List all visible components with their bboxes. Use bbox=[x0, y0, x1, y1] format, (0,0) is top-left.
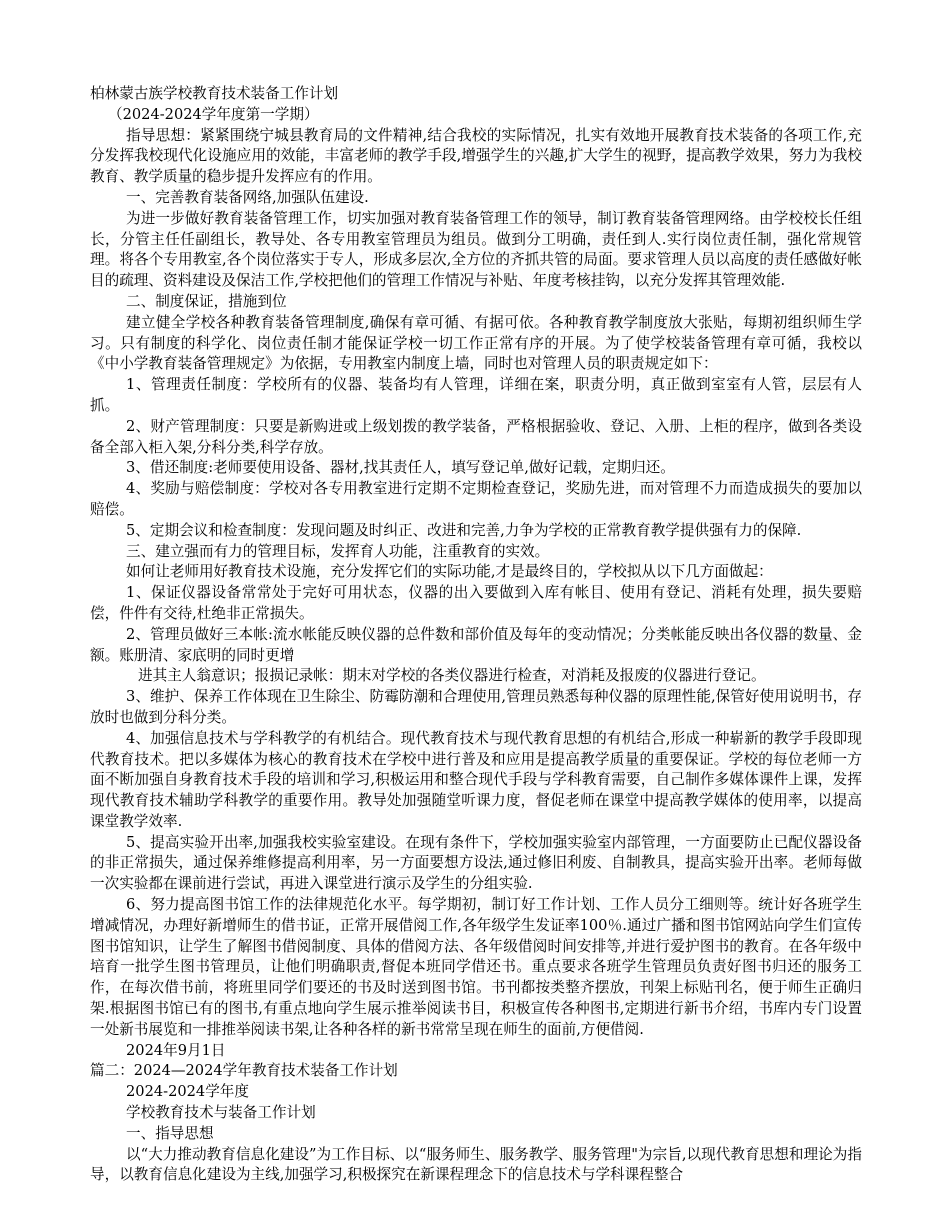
plan-title: 学校教育技术与装备工作计划 bbox=[126, 1104, 316, 1122]
section-heading: 一、完善教育装备网络,加强队伍建设. bbox=[126, 188, 369, 206]
list-item: 2、管理员做好三本帐:流水帐能反映仪器的总件数和部价值及每年的变动情况；分类帐能反映出各仪器的数量、金额。账册清、家底明的同时更增 bbox=[90, 625, 862, 664]
part-heading: 篇二：2024—2024学年教育技术装备工作计划 bbox=[90, 1062, 398, 1080]
paragraph: 进其主人翁意识；报损记录帐：期末对学校的各类仪器进行检查，对消耗及报废的仪器进行登记。 bbox=[138, 667, 766, 685]
list-item: 1、管理责任制度：学校所有的仪器、装备均有人管理，详细在案，职责分明，真正做到室室有人管，层层有人抓。 bbox=[90, 376, 862, 414]
paragraph: 为进一步做好教育装备管理工作，切实加强对教育装备管理工作的领导，制订教育装备管理网络。由学校校长任组长，分管主任任副组长，教导处、各专用教室管理员为组员。做到分工明确，责任到人.实行岗位责任制，强化常规管理。将各个专用教室,各个岗位落实于专人，形成多层次,全方位的齐抓共管的局面。要求管理人员以高度的责任感做好帐目的疏理、资料建设及保洁工作,学校把他们的管理工作情况与补贴、年度考核挂钩，以充分发挥其管理效能. bbox=[90, 209, 862, 290]
paragraph: 以“大力推动教育信息化建设”为工作目标、以“服务师生、服务教学、服务管理"为宗旨,以现代教育思想和理论为指导，以教育信息化建设为主线,加强学习,积极探究在新课程理念下的信息技术与学科课程整合 bbox=[90, 1145, 862, 1184]
list-item: 4、奖励与赔偿制度：学校对各专用教室进行定期不定期检查登记，奖励先进，而对管理不力而造成损失的要加以赔偿。 bbox=[90, 480, 862, 518]
section-heading: 二、制度保证，措施到位 bbox=[126, 292, 287, 310]
list-item: 5、定期会议和检查制度：发现问题及时纠正、改进和完善,力争为学校的正常教育教学提供强有力的保障. bbox=[126, 521, 802, 539]
list-item: 3、借还制度:老师要使用设备、器材,找其责任人，填写登记单,做好记载，定期归还。 bbox=[126, 459, 675, 477]
date-line: 2024年9月1日 bbox=[126, 1041, 226, 1059]
section-heading: 一、指导思想 bbox=[126, 1124, 214, 1142]
list-item: 2、财产管理制度：只要是新购进或上级划拨的教学装备，严格根据验收、登记、入册、上柜的程序，做到各类设备全部入柜入架,分科分类,科学存放。 bbox=[90, 417, 862, 456]
school-year: 2024-2024学年度 bbox=[126, 1083, 249, 1101]
section-heading: 三、建立强而有力的管理目标，发挥育人功能，注重教育的实效。 bbox=[126, 542, 550, 560]
paragraph: 指导思想：紧紧围绕宁城县教育局的文件精神,结合我校的实际情况，扎实有效地开展教育技术装备的各项工作,充分发挥我校现代化设施应用的效能，丰富老师的教学手段,增强学生的兴趣,扩大学生的视野，提高教学效果，努力为我校教育、教学质量的稳步提升发挥应有的作用。 bbox=[90, 126, 862, 186]
document-body bbox=[90, 84, 862, 1186]
paragraph: 如何让老师用好教育技术设施，充分发挥它们的实际功能,才是最终目的，学校拟从以下几方面做起： bbox=[126, 563, 773, 581]
document-title: 柏林蒙古族学校教育技术装备工作计划 bbox=[90, 85, 339, 102]
list-item: 6、努力提高图书馆工作的法律规范化水平。每学期初，制订好工作计划、工作人员分工细则等。统计好各班学生增减情况，办理好新增师生的借书证，正常开展借阅工作,各年级学生发证率100％.通过广播和图书馆网站向学生们宣传图书馆知识，让学生了解图书借阅制度、具体的借阅方法、各年级借阅时间安排等,并进行爱护图书的教育。在各年级中培育一批学生图书管理员，让他们明确职责,督促本班同学借还书。重点要求各班学生管理员负责好图书归还的服务工作，在每次借书前，将班里同学们要还的书及时送到图书馆。书刊都按类整齐摆放，刊架上标贴刊名，便于师生正确归架.根据图书馆已有的图书,有重点地向学生展示推举阅读书目，积极宣传各种图书,定期进行新书介绍，书库内专门设置一处新书展览和一排推举阅读书架,让各种各样的新书常常呈现在师生的面前,方便借阅. bbox=[90, 896, 862, 1038]
list-item: 3、维护、保养工作体现在卫生除尘、防霉防潮和合理使用,管理员熟悉每种仪器的原理性能,保管好使用说明书，存放时也做到分科分类。 bbox=[90, 688, 862, 726]
list-item: 1、保证仪器设备常常处于完好可用状态，仪器的出入要做到入库有帐目、使用有登记、消耗有处理，损失要赔偿，件件有交待,杜绝非正常损失。 bbox=[90, 584, 862, 622]
term-subtitle: （2024-2024学年度第一学期） bbox=[108, 105, 319, 123]
list-item: 5、提高实验开出率,加强我校实验室建设。在现有条件下，学校加强实验室内部管理，一方面要防止已配仪器设备的非正常损失，通过保养维修提高利用率，另一方面要想方设法,通过修旧利废、自制教具，提高实验开出率。老师每做一次实验都在课前进行尝试，再进入课堂进行演示及学生的分组实验. bbox=[90, 833, 862, 893]
paragraph: 建立健全学校各种教育装备管理制度,确保有章可循、有据可依。各种教育教学制度放大张贴，每期初组织师生学习。只有制度的科学化、岗位责任制才能保证学校一切工作正常有序的开展。为了使学校装备管理有章可循，我校以《中小学教育装备管理规定》为依据，专用教室内制度上墙，同时也对管理人员的职责规定如下： bbox=[90, 313, 862, 373]
list-item: 4、加强信息技术与学科教学的有机结合。现代教育技术与现代教育思想的有机结合,形成一种崭新的教学手段即现代教育技术。把以多媒体为核心的教育技术在学校中进行普及和应用是提高教学质量的重要保证。学校的每位老师一方面不断加强自身教育技术手段的培训和学习,积极运用和整合现代手段与学科教育需要，自己制作多媒体课件上课，发挥现代教育技术辅助学科教学的重要作用。教导处加强随堂听课力度，督促老师在课堂中提高教学媒体的使用率，以提高课堂教学效率. bbox=[90, 729, 862, 830]
